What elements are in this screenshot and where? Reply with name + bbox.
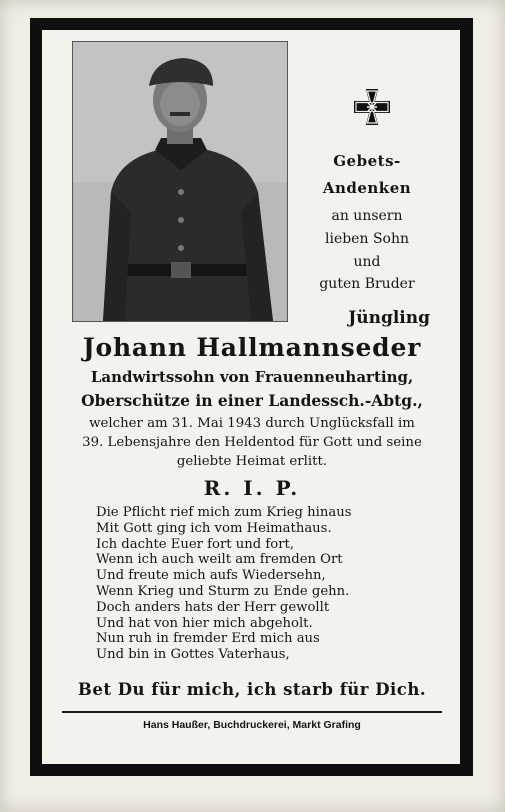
poem-line: Mit Gott ging ich vom Heimathaus. bbox=[96, 520, 332, 536]
printer-credit: Hans Haußer, Buchdruckerei, Markt Grafing bbox=[143, 719, 361, 731]
deceased-name: Johann Hallmannseder bbox=[82, 333, 422, 362]
poem-line: Wenn Krieg und Sturm zu Ende gehn. bbox=[96, 583, 350, 599]
dedication-line: lieben Sohn bbox=[324, 231, 409, 247]
death-line: 39. Lebensjahre den Heldentod für Gott und seine bbox=[82, 435, 422, 450]
soldier-portrait bbox=[72, 41, 288, 322]
poem-line: Doch anders hats der Herr gewollt bbox=[96, 599, 330, 615]
prayer-title-line2: Andenken bbox=[322, 179, 412, 197]
poem-line: Und hat von hier mich abgeholt. bbox=[96, 615, 313, 631]
motto: Bet Du für mich, ich starb für Dich. bbox=[77, 680, 427, 699]
poem-line: Die Pflicht rief mich zum Krieg hinaus bbox=[96, 505, 352, 520]
poem-line: Ich dachte Euer fort und fort, bbox=[96, 536, 295, 552]
poem-line: Und freute mich aufs Wiedersehn, bbox=[96, 568, 326, 584]
dedication-line: guten Bruder bbox=[319, 276, 415, 292]
dedication-line: an unsern bbox=[331, 208, 403, 224]
death-line: welcher am 31. Mai 1943 durch Unglücksfall im bbox=[89, 416, 415, 431]
prayer-title-line1: Gebets- bbox=[333, 152, 401, 170]
poem-line: Nun ruh in fremder Erd mich aus bbox=[96, 631, 320, 647]
dedication-line: und bbox=[353, 254, 381, 270]
rip-heading: R. I. P. bbox=[203, 476, 301, 500]
poem-line: Und bin in Gottes Vaterhaus, bbox=[96, 647, 290, 663]
rank-label: Jüngling bbox=[348, 308, 430, 328]
poem bbox=[96, 505, 436, 663]
iron-cross-icon bbox=[352, 87, 392, 127]
divider bbox=[62, 711, 442, 713]
military-line: Oberschütze in einer Landessch.-Abtg., bbox=[81, 391, 423, 410]
occupation-line: Landwirtssohn von Frauenneuharting, bbox=[90, 368, 414, 386]
poem-line: Wenn ich auch weilt am fremden Ort bbox=[96, 552, 343, 568]
death-line: geliebte Heimat erlitt. bbox=[176, 454, 328, 469]
